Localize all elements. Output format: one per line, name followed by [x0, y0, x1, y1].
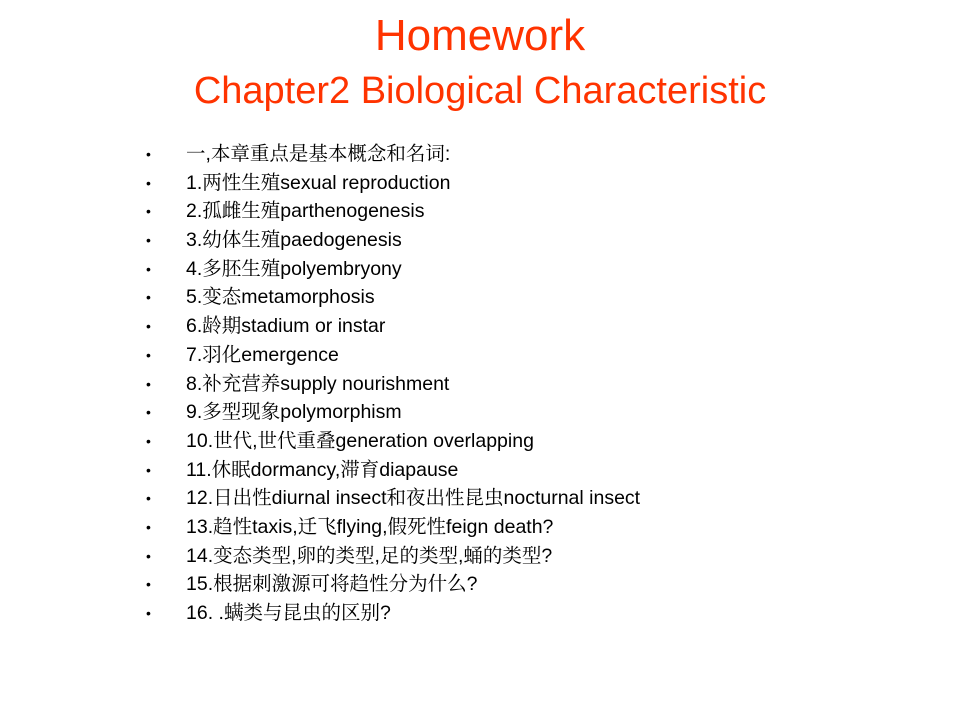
bullet-icon: •	[146, 547, 151, 564]
bullet-icon: •	[146, 146, 151, 162]
bullet-text: 13.趋性taxis,迁飞flying,假死性feign death?	[186, 515, 554, 538]
bullet-icon: •	[146, 375, 151, 392]
bullet-item	[146, 283, 640, 312]
bullet-item	[146, 140, 640, 169]
bullet-item	[146, 599, 640, 628]
bullet-item	[146, 456, 640, 485]
bullet-icon: •	[146, 260, 151, 277]
bullet-item	[146, 197, 640, 226]
bullet-text: 2.孤雌生殖parthenogenesis	[186, 200, 425, 223]
bullet-text: 1.两性生殖sexual reproduction	[186, 171, 451, 194]
bullet-text: 16. .螨类与昆虫的区别?	[186, 602, 391, 624]
bullet-item	[146, 312, 640, 341]
bullet-item	[146, 427, 640, 456]
bullet-icon: •	[146, 605, 151, 621]
bullet-text: 10.世代,世代重叠generation overlapping	[186, 429, 534, 452]
bullet-item	[146, 370, 640, 399]
bullet-icon: •	[146, 518, 151, 535]
bullet-text: 12.日出性diurnal insect和夜出性昆虫nocturnal insect	[186, 487, 641, 510]
bullet-item	[146, 169, 640, 198]
bullet-icon: •	[146, 289, 151, 306]
bullet-item	[146, 398, 640, 427]
title-block	[0, 8, 960, 118]
bullet-icon: •	[146, 232, 151, 249]
bullet-icon: •	[146, 346, 151, 363]
slide-title: Homework	[374, 11, 586, 60]
bullet-text: 3.幼体生殖paedogenesis	[186, 229, 402, 252]
bullet-icon: •	[146, 432, 151, 449]
slide-subtitle: Chapter2 Biological Characteristic	[193, 70, 767, 112]
bullet-text: 7.羽化emergence	[186, 343, 339, 366]
bullet-text: 5.变态metamorphosis	[186, 286, 375, 309]
bullet-icon: •	[146, 576, 151, 593]
bullet-text: 14.变态类型,卵的类型,足的类型,蛹的类型?	[186, 544, 553, 567]
bullet-icon: •	[146, 490, 151, 507]
bullet-item	[146, 341, 640, 370]
bullet-item	[146, 255, 640, 284]
bullet-item	[146, 542, 640, 571]
bullet-icon: •	[146, 404, 151, 421]
bullet-item	[146, 570, 640, 599]
bullet-icon: •	[146, 461, 151, 478]
bullet-text: 9.多型现象polymorphism	[186, 401, 402, 424]
bullet-item	[146, 484, 640, 513]
bullet-text: 4.多胚生殖polyembryony	[186, 257, 402, 280]
bullet-item	[146, 226, 640, 255]
bullet-icon: •	[146, 318, 151, 335]
bullet-list	[146, 140, 640, 628]
bullet-icon: •	[146, 203, 151, 220]
bullet-text: 6.龄期stadium or instar	[186, 315, 386, 338]
bullet-icon: •	[146, 174, 151, 191]
bullet-item	[146, 513, 640, 542]
bullet-text: 8.补充营养supply nourishment	[186, 372, 450, 395]
bullet-text: 11.休眠dormancy,滞育diapause	[186, 458, 459, 481]
bullet-text: 一,本章重点是基本概念和名词:	[186, 143, 451, 165]
bullet-text: 15.根据刺激源可将趋性分为什么?	[186, 573, 478, 596]
